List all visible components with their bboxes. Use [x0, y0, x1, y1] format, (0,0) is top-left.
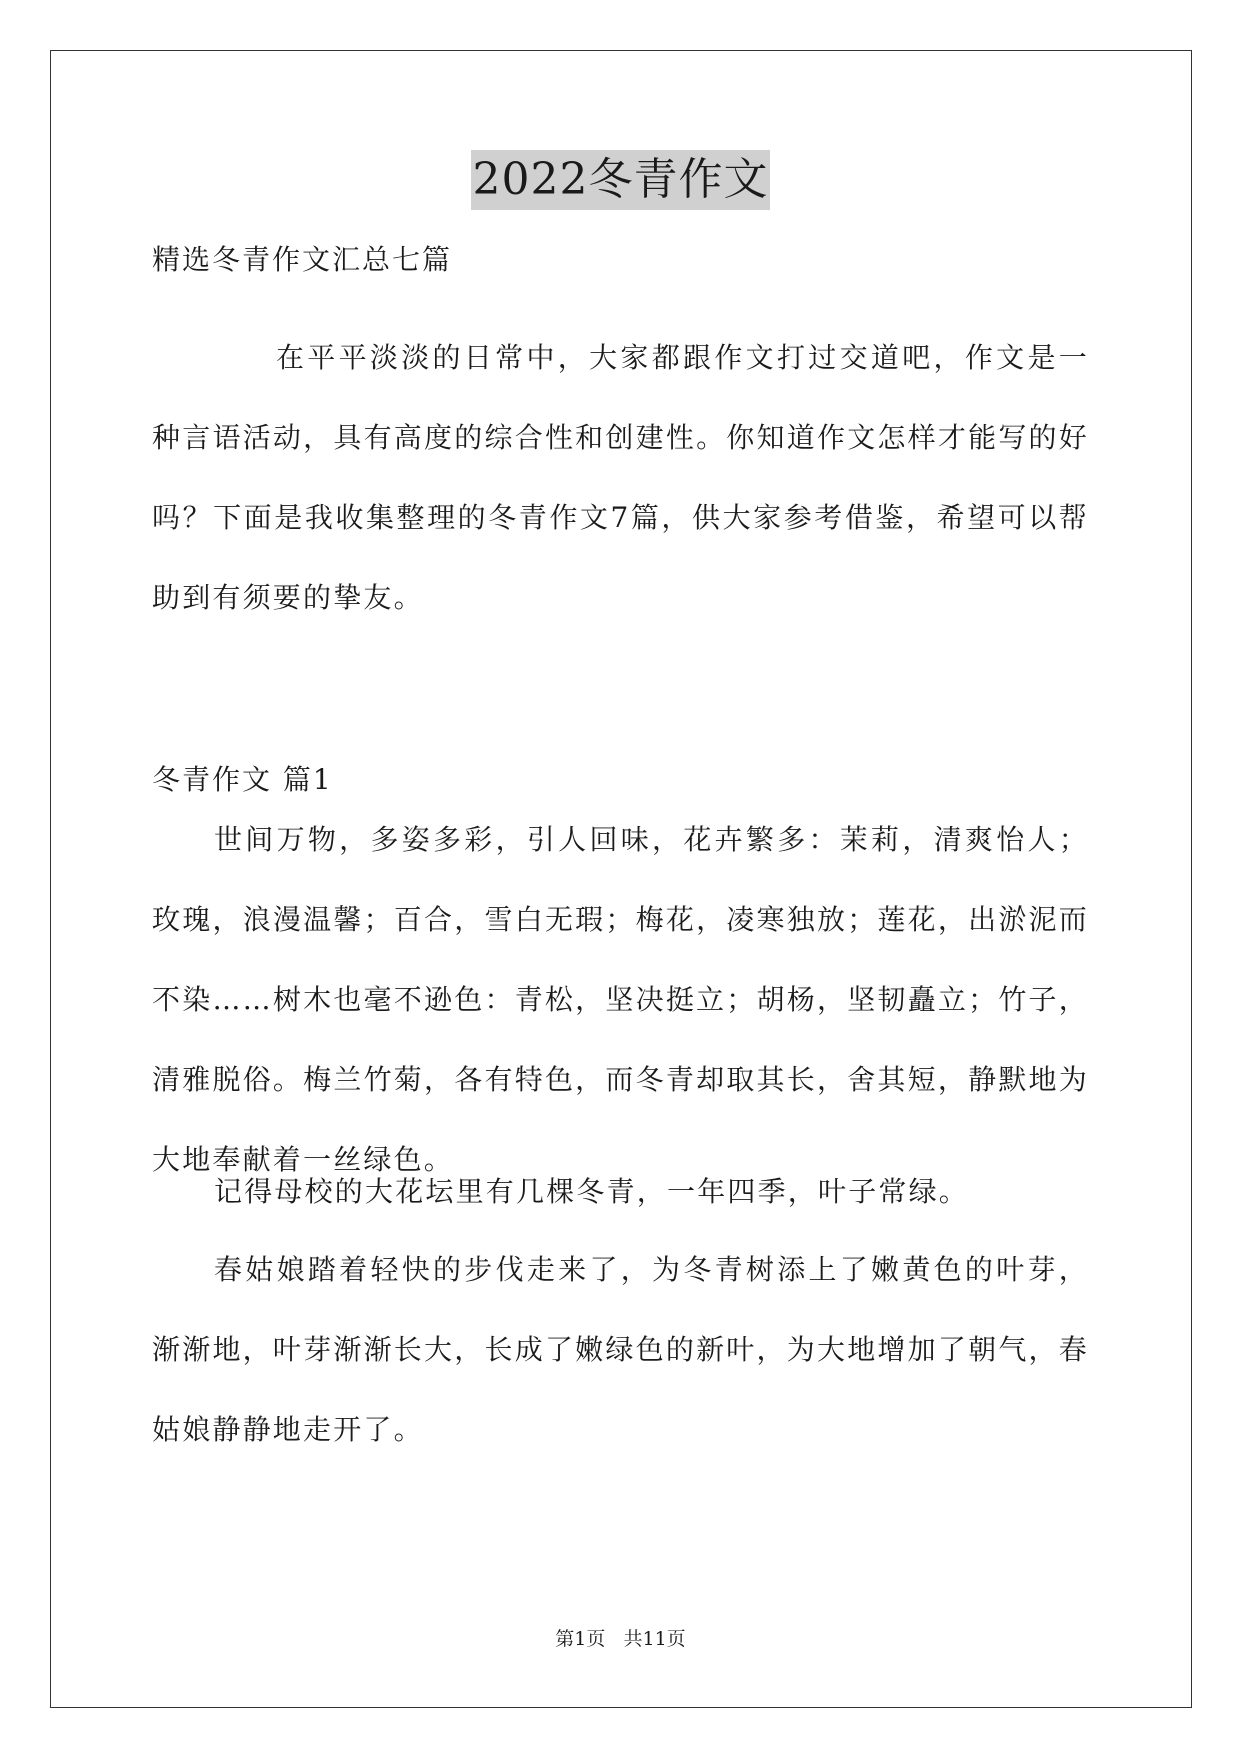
document-subtitle: 精选冬青作文汇总七篇 [152, 243, 453, 276]
title-container [0, 150, 1241, 210]
body-paragraph-3: 春姑娘踏着轻快的步伐走来了，为冬青树添上了嫩黄色的叶芽，渐渐地，叶芽渐渐长大，长成了嫩绿色的新叶，为大地增加了朝气，春姑娘静静地走开了。 [152, 1253, 1089, 1446]
intro-paragraph: 在平平淡淡的日常中，大家都跟作文打过交道吧，作文是一种言语活动，具有高度的综合性和创建性。你知道作文怎样才能写的好吗？下面是我收集整理的冬青作文7篇，供大家参考借鉴，希望可以帮助到有须要的挚友。 [152, 341, 1089, 614]
body-paragraph-1: 世间万物，多姿多彩，引人回味，花卉繁多：茉莉，清爽怡人；玫瑰，浪漫温馨；百合，雪白无瑕；梅花，凌寒独放；莲花，出淤泥而不染……树木也毫不逊色：青松，坚决挺立；胡杨，坚韧矗立；竹子，清雅脱俗。梅兰竹菊，各有特色，而冬青却取其长，舍其短，静默地为大地奉献着一丝绿色。 [152, 823, 1089, 1176]
body-paragraph-2: 记得母校的大花坛里有几棵冬青，一年四季，叶子常绿。 [214, 1175, 970, 1208]
document-title: 2022冬青作文 [471, 150, 771, 210]
section-heading: 冬青作文 篇1 [152, 763, 333, 796]
page-footer: 第1页 共11页 [555, 1628, 686, 1650]
